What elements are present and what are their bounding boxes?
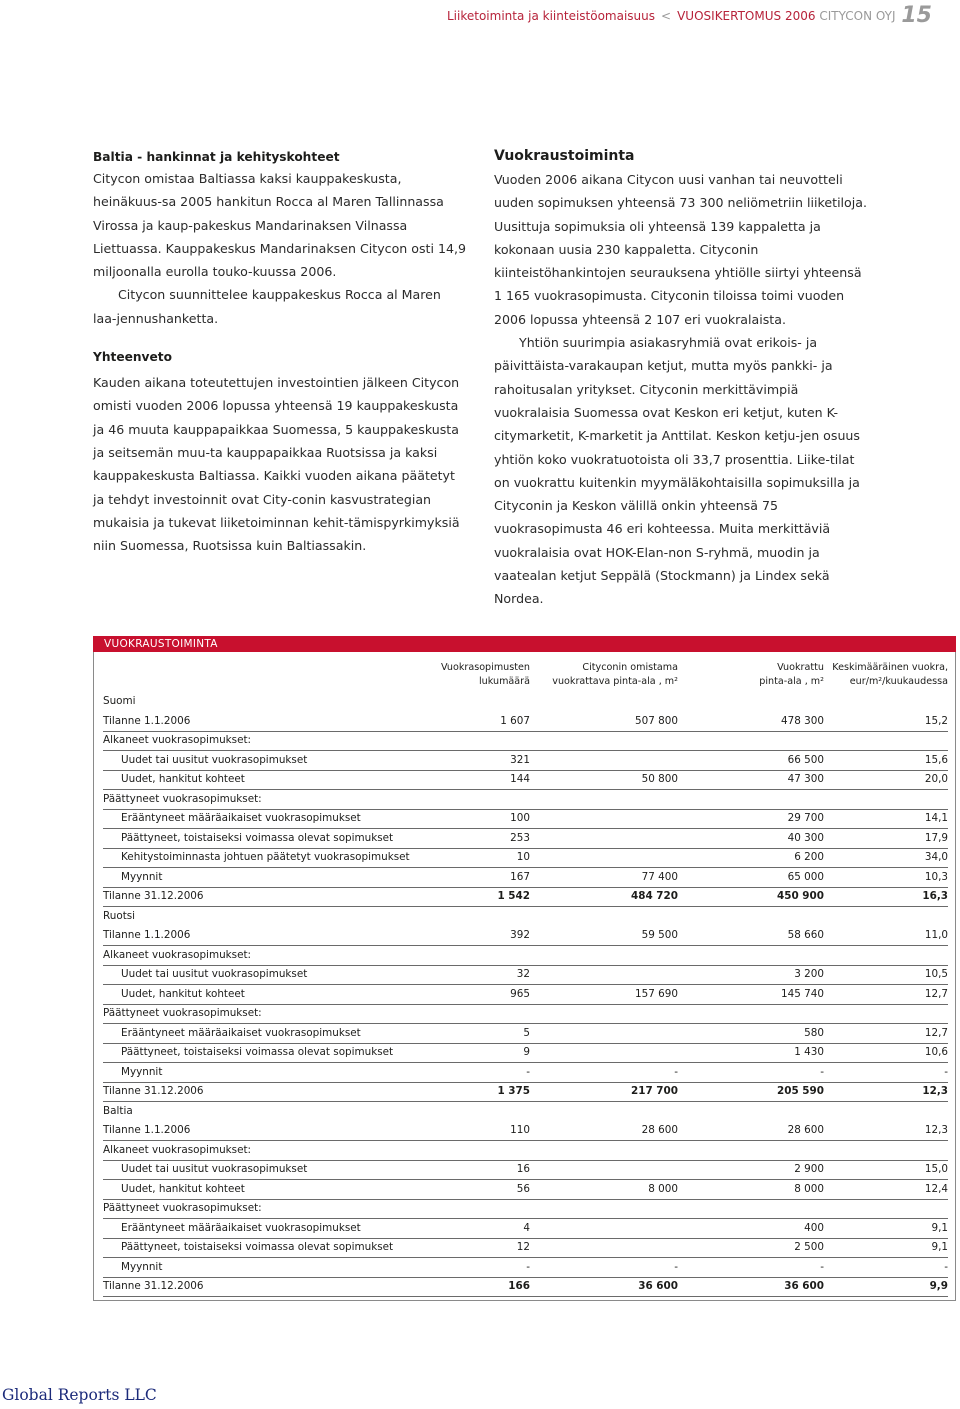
- row-rule: [103, 1296, 948, 1297]
- row-value: 59 500: [641, 929, 678, 941]
- header-section: Liiketoiminta ja kiinteistöomaisuus: [447, 9, 656, 23]
- row-value: 478 300: [781, 714, 824, 727]
- row-value: 16,3: [922, 890, 948, 902]
- row-label: Tilanne 31.12.2006: [103, 1085, 204, 1097]
- row-value: 1 430: [794, 1046, 824, 1058]
- row-label: Erääntyneet määräaikaiset vuokrasopimukset: [121, 1221, 361, 1234]
- row-value: 9,1: [931, 1221, 948, 1234]
- row-label: Baltia: [103, 1104, 133, 1117]
- row-label: Päättyneet vuokrasopimukset:: [103, 792, 262, 805]
- row-value: 66 500: [787, 753, 824, 766]
- paragraph-summary: Kauden aikana toteutettujen investointien jälkeen Citycon omisti vuoden 2006 lopussa yhteensä 19 kauppakeskusta ja 46 muuta kauppapaikkaa Suomessa, 5 kauppakeskusta ja seitsemän muu-ta kauppapaikkaa Ruotsissa ja kaksi kauppakeskusta Baltiassa. Kaikki vuoden aikana päätetyt ja tehdyt investoinnit ovat City-conin kasvustrategian mukaisia ja tukevat liiketoiminnan kehit-tämispyrkimyksiä niin Suomessa, Ruotsissa kuin Baltiassakin.: [93, 375, 460, 554]
- row-value: 400: [804, 1221, 824, 1234]
- row-value: 100: [510, 812, 530, 824]
- row-value: 32: [516, 968, 530, 980]
- row-label: Tilanne 1.1.2006: [103, 1124, 191, 1136]
- row-label: Uudet, hankitut kohteet: [121, 1182, 245, 1195]
- table-row: [103, 986, 948, 1005]
- row-label: Alkaneet vuokrasopimukset:: [103, 734, 252, 746]
- row-value: 484 720: [631, 890, 678, 902]
- row-value: -: [526, 1260, 530, 1273]
- table-row: [103, 1044, 948, 1063]
- row-label: Myynnit: [121, 870, 163, 883]
- row-value: 17,9: [924, 831, 948, 844]
- header-report: VUOSIKERTOMUS 2006: [677, 9, 816, 23]
- table-title-bar: [93, 636, 956, 652]
- row-value: 1 607: [500, 714, 530, 727]
- row-value: -: [674, 1065, 678, 1078]
- column-header-leases: Vuokrasopimusten lukumäärä: [440, 662, 530, 687]
- row-value: 34,0: [924, 851, 948, 863]
- row-label: Myynnit: [121, 1065, 163, 1078]
- row-value: 65 000: [787, 870, 824, 883]
- running-header: [447, 9, 896, 23]
- row-label: Erääntyneet määräaikaiset vuokrasopimukset: [121, 1026, 361, 1039]
- row-label: Alkaneet vuokrasopimukset:: [103, 1143, 252, 1156]
- row-label: Uudet tai uusitut vuokrasopimukset: [121, 1163, 308, 1175]
- row-value: 110: [510, 1124, 530, 1136]
- row-value: 217 700: [631, 1085, 678, 1097]
- table-row: [103, 1142, 948, 1161]
- row-label: Tilanne 1.1.2006: [103, 714, 191, 727]
- page-number: 15: [901, 3, 932, 28]
- row-value: 16: [516, 1163, 530, 1175]
- row-value: 9,9: [929, 1280, 948, 1292]
- table-row: [103, 849, 948, 868]
- row-value: 392: [510, 929, 530, 941]
- row-value: 56: [516, 1182, 530, 1195]
- row-value: 15,2: [924, 714, 948, 727]
- table-row: [103, 732, 948, 751]
- row-value: 965: [510, 987, 530, 1000]
- row-value: 20,0: [924, 773, 948, 785]
- row-value: 58 660: [787, 929, 824, 941]
- row-label: Uudet, hankitut kohteet: [121, 773, 245, 785]
- table-row: [103, 1278, 948, 1297]
- row-value: 28 600: [787, 1124, 824, 1136]
- paragraph-rocca: Citycon suunnittelee kauppakeskus Rocca al Maren laa-jennushanketta.: [93, 287, 441, 326]
- table-row: [103, 693, 948, 712]
- row-value: 14,1: [924, 812, 948, 824]
- row-label: Päättyneet, toistaiseksi voimassa olevat sopimukset: [121, 1046, 394, 1058]
- paragraph-leasing: Vuoden 2006 aikana Citycon uusi vanhan tai neuvotteli uuden sopimuksen yhteensä 73 300 neliömetriin liiketiloja. Uusittuja sopimuksia oli yhteensä 139 kappaletta ja kokonaan uusia 230 kappaletta. Cityconin kiinteistöhankintojen seurauksena yhtiölle siirtyi yhteensä 1 165 vuokrasopimusta. Cityconin tiloissa toimi vuoden 2006 lopussa yhteensä 2 107 eri vuokralaista.: [494, 172, 867, 327]
- row-value: 1 542: [497, 890, 530, 902]
- row-value: 166: [508, 1280, 530, 1292]
- table-row: [103, 927, 948, 946]
- row-value: 253: [510, 831, 530, 844]
- table-row: [103, 869, 948, 888]
- row-value: 321: [510, 753, 530, 766]
- row-value: 580: [804, 1026, 824, 1039]
- table-row: [103, 888, 948, 907]
- row-value: 2 900: [794, 1163, 824, 1175]
- table-row: [103, 1161, 948, 1180]
- left-column: [93, 147, 467, 557]
- row-value: 50 800: [641, 773, 678, 785]
- table-row: [103, 1122, 948, 1141]
- header-company: CITYCON OYJ: [819, 9, 896, 23]
- table-row: [103, 1181, 948, 1200]
- row-label: Tilanne 31.12.2006: [103, 1280, 204, 1292]
- paragraph-baltia: Citycon omistaa Baltiassa kaksi kauppakeskusta, heinäkuus-sa 2005 hankitun Rocca al Maren Tallinnassa Virossa ja kaup-pakeskus Mandarinaksen Vilnassa Liettuassa. Kauppakeskus Mandarinaksen Citycon osti 14,9 miljoonalla eurolla touko-kuussa 2006.: [93, 171, 467, 280]
- row-label: Suomi: [103, 695, 136, 707]
- row-label: Alkaneet vuokrasopimukset:: [103, 948, 252, 961]
- row-value: 36 600: [784, 1280, 824, 1292]
- table-row: [103, 1220, 948, 1239]
- row-value: -: [944, 1260, 948, 1273]
- row-label: Myynnit: [121, 1260, 163, 1273]
- table-row: [103, 1259, 948, 1278]
- row-value: 8 000: [794, 1182, 824, 1195]
- row-value: 29 700: [787, 812, 824, 824]
- row-value: 450 900: [777, 890, 824, 902]
- row-value: 4: [523, 1221, 530, 1234]
- row-value: 12: [516, 1241, 530, 1253]
- table-row: [103, 1200, 948, 1219]
- table-row: [103, 947, 948, 966]
- row-value: 40 300: [787, 831, 824, 844]
- row-label: Uudet tai uusitut vuokrasopimukset: [121, 968, 308, 980]
- table-row: [103, 1064, 948, 1083]
- row-value: 15,6: [924, 753, 948, 766]
- heading-baltia: Baltia - hankinnat ja kehityskohteet: [93, 150, 340, 164]
- row-value: 12,4: [924, 1182, 948, 1195]
- table-row: [103, 713, 948, 732]
- table-row: [103, 1025, 948, 1044]
- row-value: 10,6: [924, 1046, 948, 1058]
- row-value: 145 740: [781, 987, 824, 1000]
- row-value: 12,7: [924, 1026, 948, 1039]
- row-value: 3 200: [794, 968, 824, 980]
- row-label: Päättyneet vuokrasopimukset:: [103, 1007, 262, 1019]
- row-value: 8 000: [648, 1182, 678, 1195]
- row-value: -: [674, 1260, 678, 1273]
- table-row: [103, 908, 948, 927]
- row-label: Uudet tai uusitut vuokrasopimukset: [121, 753, 308, 766]
- row-value: -: [526, 1065, 530, 1078]
- table-row: [103, 830, 948, 849]
- row-value: 12,7: [924, 987, 948, 1000]
- row-value: 77 400: [641, 870, 678, 883]
- row-value: -: [820, 1260, 824, 1273]
- footer-brand: Global Reports LLC: [2, 1386, 157, 1404]
- heading-leasing: Vuokraustoiminta: [494, 148, 635, 164]
- row-value: 28 600: [641, 1124, 678, 1136]
- table-row: [103, 1239, 948, 1258]
- column-header-leased-area: Vuokrattu pinta-ala , m²: [759, 662, 824, 687]
- row-value: 36 600: [638, 1280, 678, 1292]
- table-row: [103, 1083, 948, 1102]
- row-value: 10: [516, 851, 530, 863]
- row-value: 144: [510, 773, 530, 785]
- row-value: 507 800: [635, 714, 678, 727]
- table-row: [103, 1005, 948, 1024]
- heading-summary: Yhteenveto: [93, 350, 172, 365]
- row-value: 205 590: [777, 1085, 824, 1097]
- row-label: Päättyneet, toistaiseksi voimassa olevat sopimukset: [121, 1241, 394, 1253]
- row-value: 5: [523, 1026, 530, 1039]
- row-value: 10,3: [924, 870, 948, 883]
- row-label: Tilanne 1.1.2006: [103, 929, 191, 941]
- row-value: 157 690: [635, 987, 678, 1000]
- table-row: [103, 1103, 948, 1122]
- table-row: [103, 810, 948, 829]
- row-value: 11,0: [924, 929, 948, 941]
- row-label: Päättyneet vuokrasopimukset:: [103, 1202, 262, 1214]
- row-value: 9: [523, 1046, 530, 1058]
- row-value: 12,3: [922, 1085, 948, 1097]
- row-label: Tilanne 31.12.2006: [103, 890, 204, 902]
- row-value: 15,0: [924, 1163, 948, 1175]
- right-column: [494, 145, 871, 611]
- row-label: Uudet, hankitut kohteet: [121, 987, 245, 1000]
- column-header-owned-area: Cityconin omistama vuokrattava pinta-ala , m²: [552, 662, 678, 687]
- table-row: [103, 966, 948, 985]
- row-value: 2 500: [794, 1241, 824, 1253]
- row-value: -: [944, 1065, 948, 1078]
- row-value: -: [820, 1065, 824, 1078]
- row-value: 6 200: [794, 851, 824, 863]
- table-title: VUOKRAUSTOIMINTA: [104, 638, 218, 650]
- row-value: 167: [510, 870, 530, 883]
- row-value: 10,5: [924, 968, 948, 980]
- row-value: 9,1: [931, 1241, 948, 1253]
- row-label: Päättyneet, toistaiseksi voimassa olevat sopimukset: [121, 831, 394, 844]
- header-separator: <: [661, 9, 672, 23]
- column-header-average-rent: Keskimääräinen vuokra, eur/m²/kuukaudessa: [832, 662, 948, 687]
- row-value: 12,3: [924, 1124, 948, 1136]
- row-value: 47 300: [787, 773, 824, 785]
- row-value: 1 375: [497, 1085, 530, 1097]
- paragraph-customers: Yhtiön suurimpia asiakasryhmiä ovat erikois- ja päivittäista-varakaupan ketjut, mutta myös pankki- ja rahoitusalan yritykset. Cityconin merkittävimpiä vuokralaisia Suomessa ovat Keskon eri ketjut, kuten K-citymarketit, K-marketit ja Anttilat. Keskon ketju-jen osuus yhtiön koko vuokratuotoista oli 33,7 prosenttia. Liike-tilat on vuokrattu kuitenkin myymäläkohtaisilla sopimuksilla ja Cityconin ja Keskon välillä onkin yhteensä 75 vuokrasopimusta 46 eri kohteessa. Muita merkittäviä vuokralaisia ovat HOK-Elan-non S-ryhmä, muodin ja vaatealan ketjut Seppälä (Stockmann) ja Lindex sekä Nordea.: [494, 335, 860, 607]
- row-label: Ruotsi: [103, 909, 136, 922]
- table-row: [103, 752, 948, 771]
- table-row: [103, 791, 948, 810]
- row-label: Erääntyneet määräaikaiset vuokrasopimukset: [121, 812, 361, 824]
- table-row: [103, 771, 948, 790]
- row-label: Kehitystoiminnasta johtuen päätetyt vuokrasopimukset: [121, 851, 410, 863]
